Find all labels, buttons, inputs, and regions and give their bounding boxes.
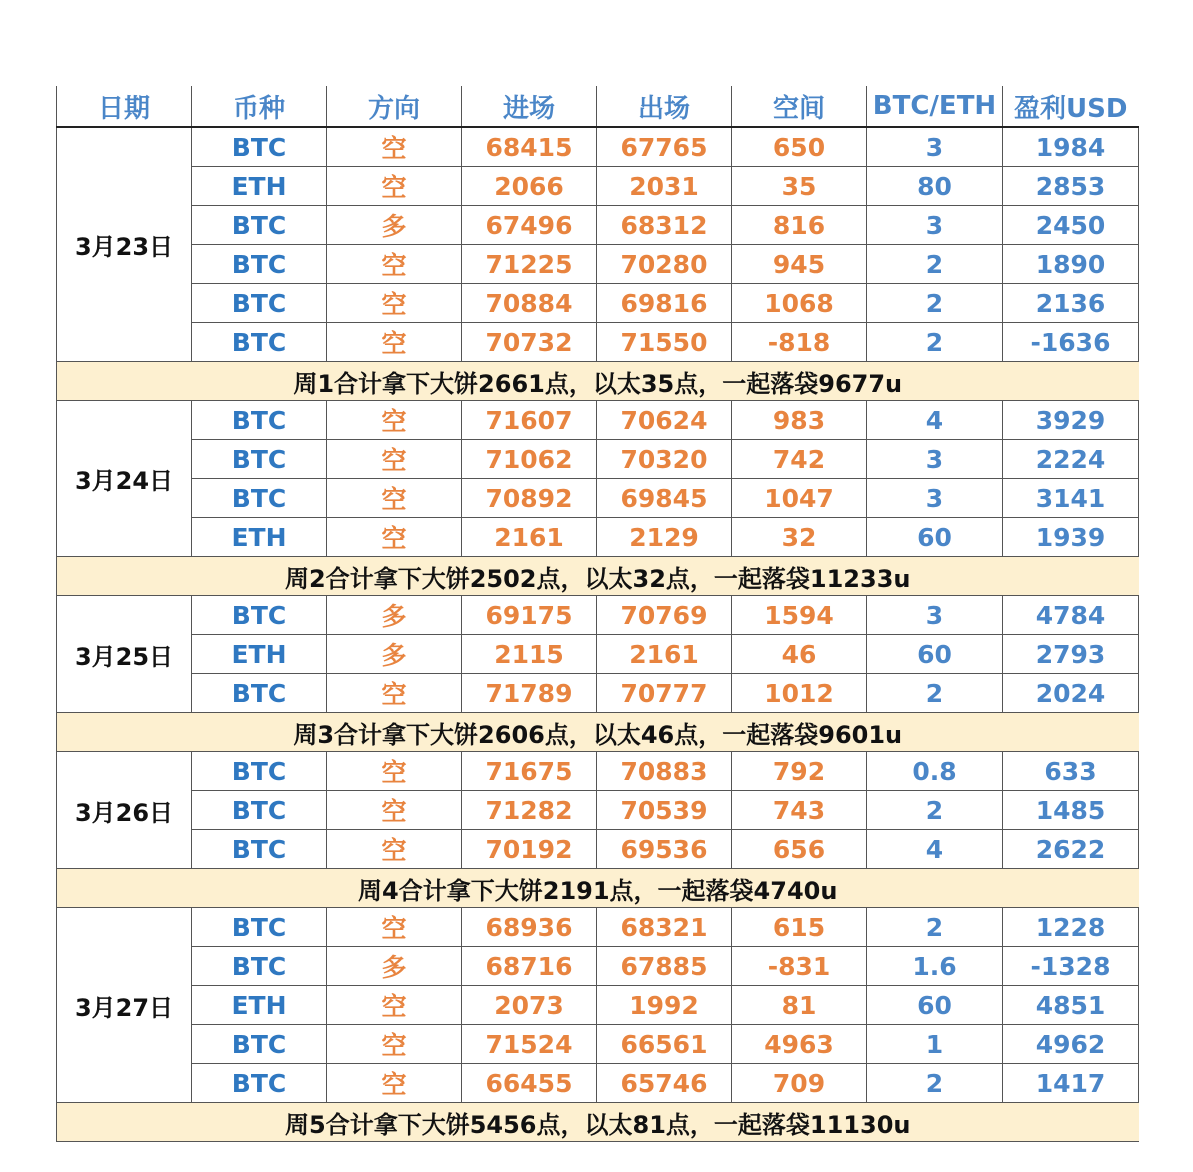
- coin-cell: BTC: [192, 401, 327, 440]
- range-cell: 1594: [732, 596, 867, 635]
- table-row: [57, 674, 1139, 713]
- direction-cell: 空: [327, 167, 462, 206]
- coin-cell: BTC: [192, 245, 327, 284]
- profit-cell: 1984: [1003, 127, 1139, 167]
- direction-cell: 空: [327, 908, 462, 947]
- entry-price-cell: 69175: [462, 596, 597, 635]
- profit-cell: 633: [1003, 752, 1139, 791]
- direction-cell: 空: [327, 245, 462, 284]
- range-cell: 945: [732, 245, 867, 284]
- range-header: 空间: [732, 86, 867, 127]
- entry-price-cell: 68716: [462, 947, 597, 986]
- profit-cell: 4784: [1003, 596, 1139, 635]
- range-cell: 709: [732, 1064, 867, 1103]
- direction-cell: 多: [327, 206, 462, 245]
- range-cell: 1068: [732, 284, 867, 323]
- profit-cell: -1636: [1003, 323, 1139, 362]
- range-cell: 743: [732, 791, 867, 830]
- profit-header: 盈利USD: [1003, 86, 1139, 127]
- profit-cell: 2024: [1003, 674, 1139, 713]
- position-size-cell: 2: [867, 674, 1003, 713]
- daily-summary-text: 周1合计拿下大饼2661点，以太35点，一起落袋9677u: [57, 362, 1139, 401]
- direction-header: 方向: [327, 86, 462, 127]
- exit-price-cell: 1992: [597, 986, 732, 1025]
- entry-header: 进场: [462, 86, 597, 127]
- coin-cell: BTC: [192, 908, 327, 947]
- summary-row: [57, 1103, 1139, 1142]
- table-row: [57, 830, 1139, 869]
- exit-price-cell: 2031: [597, 167, 732, 206]
- entry-price-cell: 70884: [462, 284, 597, 323]
- position-size-cell: 3: [867, 206, 1003, 245]
- entry-price-cell: 70732: [462, 323, 597, 362]
- entry-price-cell: 2066: [462, 167, 597, 206]
- entry-price-cell: 71675: [462, 752, 597, 791]
- coin-cell: ETH: [192, 635, 327, 674]
- trade-record-sheet: [56, 86, 1138, 1142]
- exit-price-cell: 71550: [597, 323, 732, 362]
- exit-price-cell: 70280: [597, 245, 732, 284]
- table-row: [57, 986, 1139, 1025]
- daily-summary-text: 周3合计拿下大饼2606点，以太46点，一起落袋9601u: [57, 713, 1139, 752]
- position-size-header: BTC/ETH: [867, 86, 1003, 127]
- range-cell: 35: [732, 167, 867, 206]
- table-row: [57, 1025, 1139, 1064]
- daily-summary-text: 周5合计拿下大饼5456点，以太81点，一起落袋11130u: [57, 1103, 1139, 1142]
- coin-cell: BTC: [192, 947, 327, 986]
- exit-price-cell: 68312: [597, 206, 732, 245]
- position-size-cell: 3: [867, 440, 1003, 479]
- position-size-cell: 2: [867, 323, 1003, 362]
- entry-price-cell: 68936: [462, 908, 597, 947]
- position-size-cell: 1: [867, 1025, 1003, 1064]
- range-cell: 816: [732, 206, 867, 245]
- profit-cell: 3141: [1003, 479, 1139, 518]
- coin-cell: BTC: [192, 440, 327, 479]
- entry-price-cell: 71062: [462, 440, 597, 479]
- exit-price-cell: 2129: [597, 518, 732, 557]
- entry-price-cell: 68415: [462, 127, 597, 167]
- date-cell: 3月26日: [57, 752, 192, 869]
- table-row: [57, 206, 1139, 245]
- table-row: [57, 596, 1139, 635]
- table-row: [57, 245, 1139, 284]
- position-size-cell: 60: [867, 986, 1003, 1025]
- range-cell: 792: [732, 752, 867, 791]
- exit-price-cell: 67885: [597, 947, 732, 986]
- profit-cell: 1228: [1003, 908, 1139, 947]
- coin-cell: BTC: [192, 752, 327, 791]
- coin-cell: BTC: [192, 206, 327, 245]
- range-cell: 650: [732, 127, 867, 167]
- coin-cell: BTC: [192, 830, 327, 869]
- profit-cell: -1328: [1003, 947, 1139, 986]
- exit-price-cell: 70624: [597, 401, 732, 440]
- daily-summary-text: 周4合计拿下大饼2191点，一起落袋4740u: [57, 869, 1139, 908]
- range-cell: 983: [732, 401, 867, 440]
- direction-cell: 空: [327, 1064, 462, 1103]
- position-size-cell: 2: [867, 1064, 1003, 1103]
- direction-cell: 空: [327, 791, 462, 830]
- position-size-cell: 0.8: [867, 752, 1003, 791]
- table-row: [57, 401, 1139, 440]
- coin-cell: ETH: [192, 518, 327, 557]
- position-size-cell: 3: [867, 596, 1003, 635]
- direction-cell: 空: [327, 401, 462, 440]
- table-row: [57, 752, 1139, 791]
- coin-cell: BTC: [192, 596, 327, 635]
- table-row: [57, 284, 1139, 323]
- range-cell: 46: [732, 635, 867, 674]
- exit-price-cell: 67765: [597, 127, 732, 167]
- profit-cell: 2622: [1003, 830, 1139, 869]
- range-cell: 1012: [732, 674, 867, 713]
- coin-cell: BTC: [192, 1064, 327, 1103]
- position-size-cell: 2: [867, 791, 1003, 830]
- table-row: [57, 947, 1139, 986]
- exit-price-cell: 2161: [597, 635, 732, 674]
- table-row: [57, 1064, 1139, 1103]
- date-cell: 3月23日: [57, 127, 192, 362]
- entry-price-cell: 71789: [462, 674, 597, 713]
- entry-price-cell: 2073: [462, 986, 597, 1025]
- coin-cell: BTC: [192, 127, 327, 167]
- table-row: [57, 518, 1139, 557]
- table-row: [57, 167, 1139, 206]
- profit-cell: 1939: [1003, 518, 1139, 557]
- entry-price-cell: 2115: [462, 635, 597, 674]
- profit-cell: 4851: [1003, 986, 1139, 1025]
- coin-header: 币种: [192, 86, 327, 127]
- position-size-cell: 4: [867, 830, 1003, 869]
- header-row: [57, 86, 1139, 127]
- range-cell: -831: [732, 947, 867, 986]
- position-size-cell: 60: [867, 635, 1003, 674]
- table-body: [57, 127, 1139, 1142]
- trade-table: [56, 86, 1139, 1142]
- entry-price-cell: 2161: [462, 518, 597, 557]
- position-size-cell: 60: [867, 518, 1003, 557]
- table-row: [57, 908, 1139, 947]
- coin-cell: ETH: [192, 986, 327, 1025]
- position-size-cell: 4: [867, 401, 1003, 440]
- table-row: [57, 440, 1139, 479]
- table-row: [57, 791, 1139, 830]
- exit-price-cell: 69536: [597, 830, 732, 869]
- direction-cell: 空: [327, 752, 462, 791]
- position-size-cell: 2: [867, 284, 1003, 323]
- direction-cell: 空: [327, 284, 462, 323]
- direction-cell: 多: [327, 635, 462, 674]
- profit-cell: 2793: [1003, 635, 1139, 674]
- direction-cell: 空: [327, 986, 462, 1025]
- direction-cell: 空: [327, 518, 462, 557]
- entry-price-cell: 70892: [462, 479, 597, 518]
- direction-cell: 多: [327, 947, 462, 986]
- entry-price-cell: 71282: [462, 791, 597, 830]
- summary-row: [57, 713, 1139, 752]
- range-cell: -818: [732, 323, 867, 362]
- coin-cell: BTC: [192, 479, 327, 518]
- exit-price-cell: 70883: [597, 752, 732, 791]
- summary-row: [57, 557, 1139, 596]
- exit-price-cell: 68321: [597, 908, 732, 947]
- coin-cell: ETH: [192, 167, 327, 206]
- profit-cell: 4962: [1003, 1025, 1139, 1064]
- profit-cell: 1485: [1003, 791, 1139, 830]
- table-row: [57, 479, 1139, 518]
- profit-cell: 2224: [1003, 440, 1139, 479]
- date-cell: 3月27日: [57, 908, 192, 1103]
- entry-price-cell: 67496: [462, 206, 597, 245]
- range-cell: 615: [732, 908, 867, 947]
- position-size-cell: 1.6: [867, 947, 1003, 986]
- direction-cell: 空: [327, 127, 462, 167]
- range-cell: 32: [732, 518, 867, 557]
- profit-cell: 1890: [1003, 245, 1139, 284]
- exit-price-cell: 70769: [597, 596, 732, 635]
- exit-price-cell: 70320: [597, 440, 732, 479]
- position-size-cell: 2: [867, 908, 1003, 947]
- coin-cell: BTC: [192, 791, 327, 830]
- profit-cell: 2136: [1003, 284, 1139, 323]
- profit-cell: 2450: [1003, 206, 1139, 245]
- table-row: [57, 323, 1139, 362]
- coin-cell: BTC: [192, 284, 327, 323]
- direction-cell: 空: [327, 440, 462, 479]
- direction-cell: 空: [327, 674, 462, 713]
- exit-price-cell: 70777: [597, 674, 732, 713]
- range-cell: 656: [732, 830, 867, 869]
- position-size-cell: 3: [867, 127, 1003, 167]
- range-cell: 4963: [732, 1025, 867, 1064]
- date-header: 日期: [57, 86, 192, 127]
- entry-price-cell: 71524: [462, 1025, 597, 1064]
- exit-price-cell: 65746: [597, 1064, 732, 1103]
- summary-row: [57, 869, 1139, 908]
- coin-cell: BTC: [192, 1025, 327, 1064]
- direction-cell: 多: [327, 596, 462, 635]
- range-cell: 742: [732, 440, 867, 479]
- summary-row: [57, 362, 1139, 401]
- direction-cell: 空: [327, 323, 462, 362]
- daily-summary-text: 周2合计拿下大饼2502点，以太32点，一起落袋11233u: [57, 557, 1139, 596]
- exit-price-cell: 66561: [597, 1025, 732, 1064]
- date-cell: 3月25日: [57, 596, 192, 713]
- entry-price-cell: 71607: [462, 401, 597, 440]
- position-size-cell: 80: [867, 167, 1003, 206]
- entry-price-cell: 70192: [462, 830, 597, 869]
- exit-price-cell: 69816: [597, 284, 732, 323]
- position-size-cell: 3: [867, 479, 1003, 518]
- exit-price-cell: 69845: [597, 479, 732, 518]
- coin-cell: BTC: [192, 674, 327, 713]
- direction-cell: 空: [327, 479, 462, 518]
- profit-cell: 1417: [1003, 1064, 1139, 1103]
- exit-header: 出场: [597, 86, 732, 127]
- profit-cell: 2853: [1003, 167, 1139, 206]
- coin-cell: BTC: [192, 323, 327, 362]
- date-cell: 3月24日: [57, 401, 192, 557]
- entry-price-cell: 71225: [462, 245, 597, 284]
- direction-cell: 空: [327, 830, 462, 869]
- position-size-cell: 2: [867, 245, 1003, 284]
- profit-cell: 3929: [1003, 401, 1139, 440]
- entry-price-cell: 66455: [462, 1064, 597, 1103]
- exit-price-cell: 70539: [597, 791, 732, 830]
- table-row: [57, 127, 1139, 167]
- range-cell: 81: [732, 986, 867, 1025]
- range-cell: 1047: [732, 479, 867, 518]
- table-row: [57, 635, 1139, 674]
- direction-cell: 空: [327, 1025, 462, 1064]
